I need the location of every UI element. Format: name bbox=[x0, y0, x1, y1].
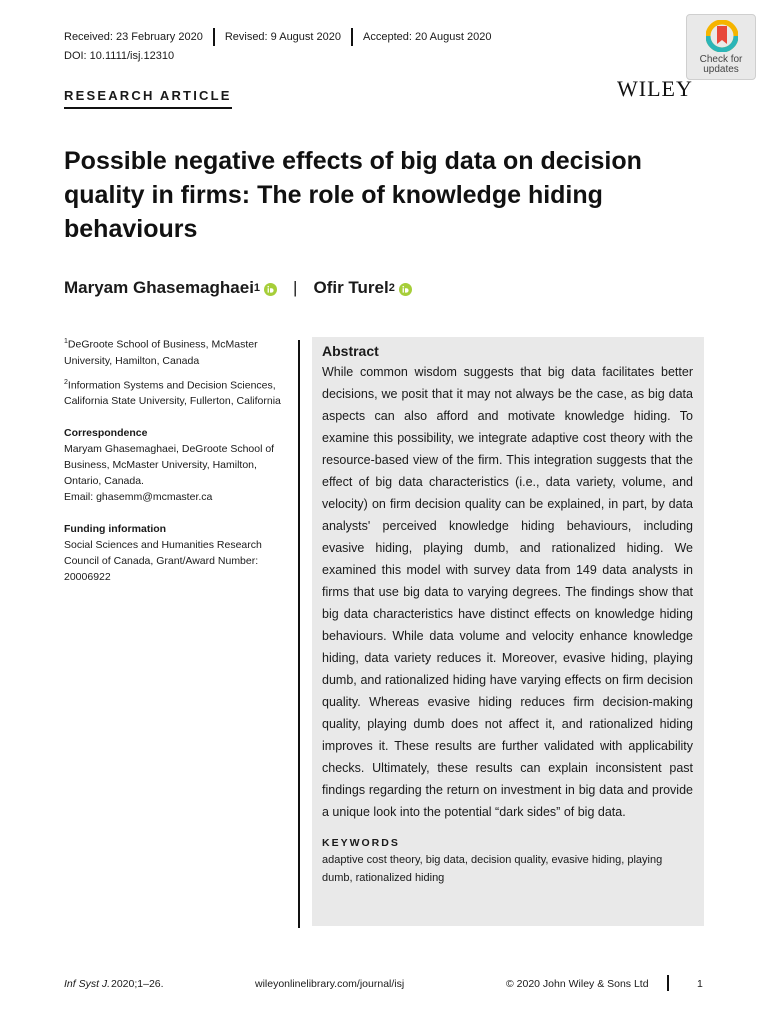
abstract-heading: Abstract bbox=[322, 343, 379, 359]
publication-dates bbox=[64, 28, 491, 46]
keywords-heading: KEYWORDS bbox=[322, 837, 400, 849]
author-separator: | bbox=[293, 278, 298, 297]
column-divider bbox=[298, 340, 300, 928]
keywords-text: adaptive cost theory, big data, decision quality, evasive hiding, playing dumb, rationalized hiding bbox=[322, 854, 663, 884]
date-separator bbox=[351, 28, 353, 46]
revised-date: Revised: 9 August 2020 bbox=[224, 31, 342, 43]
check-for-updates-badge[interactable] bbox=[686, 14, 756, 80]
footer-copyright: © 2020 John Wiley & Sons Ltd bbox=[506, 978, 649, 990]
article-info-column bbox=[64, 334, 286, 585]
orcid-icon[interactable] bbox=[399, 283, 412, 296]
paper-title: Possible negative effects of big data on decision quality in firms: The role of knowledge hiding behaviours bbox=[64, 147, 642, 243]
footer-url[interactable]: wileyonlinelibrary.com/journal/isj bbox=[255, 978, 405, 990]
author-affiliation-mark: 2 bbox=[388, 282, 395, 294]
article-type-label: RESEARCH ARTICLE bbox=[64, 88, 232, 109]
wiley-logo: WILEY bbox=[617, 76, 693, 101]
correspondence-email[interactable]: Email: ghasemm@mcmaster.ca bbox=[64, 491, 213, 503]
author-affiliation-mark: 1 bbox=[253, 282, 261, 294]
correspondence-text: Maryam Ghasemaghaei, DeGroote School of Business, McMaster University, Hamilton, Ontario, Canada. bbox=[64, 443, 275, 487]
doi[interactable]: DOI: 10.1111/isj.12310 bbox=[64, 50, 175, 62]
check-for-updates-icon bbox=[706, 20, 738, 52]
footer-separator bbox=[667, 975, 669, 991]
date-separator bbox=[213, 28, 215, 46]
abstract-box bbox=[312, 337, 704, 926]
badge-text: Check for updates bbox=[699, 54, 743, 75]
funding-heading: Funding information bbox=[64, 523, 167, 535]
author-name[interactable]: Maryam Ghasemaghaei bbox=[64, 278, 254, 297]
funding-text: Social Sciences and Humanities Research Council of Canada, Grant/Award Number: 20006922 bbox=[64, 539, 262, 583]
affiliation: $^2$Information Systems and Decision Sciences, California State University, Fullerton, California bbox=[64, 378, 281, 407]
page-footer bbox=[64, 978, 704, 994]
orcid-icon[interactable] bbox=[264, 283, 277, 296]
received-date: Received: 23 February 2020 bbox=[64, 31, 203, 43]
correspondence-heading: Correspondence bbox=[64, 427, 148, 439]
affiliation: $^1$DeGroote School of Business, McMaster University, Hamilton, Canada bbox=[64, 338, 258, 367]
accepted-date: Accepted: 20 August 2020 bbox=[363, 31, 492, 43]
author-list bbox=[64, 278, 412, 298]
author-name[interactable]: Ofir Turel bbox=[313, 278, 389, 297]
footer-journal: Inf Syst J. bbox=[64, 978, 111, 990]
page-number: 1 bbox=[697, 978, 703, 990]
footer-year-pages: 2020;1–26. bbox=[111, 978, 164, 990]
abstract-text: While common wisdom suggests that big data facilitates better decisions, we posit that it may not always be the case, as big data aspects can also afford and motivate knowledge hiding. To examine this possibility, we integrate adaptive cost theory with the resource-based view of the firm. This integration suggests that the effect of big data characteristics (i.e., data variety, volume, and velocity) on firm decision quality can be explained, in part, by data analysts' perceived knowledge hiding behaviours, including evasive hiding, playing dumb, and rationalized hiding. We examined this model with survey data from 149 data analysts in firms that use big data to varying degrees. The findings show that big data characteristics have distinct effects on knowledge hiding behaviours. While data volume and velocity enhance knowledge hiding, data variety reduces it. Moreover, evasive hiding, playing dumb, and rationalized hiding have varying effects on firm decision quality. Whereas evasive hiding reduces firm decision-making quality, playing dumb does not affect it, and rationalized hiding improves it. These results are further validated with applicability checks. Ultimately, these results can explain inconsistent past findings regarding the return on investment in big data and provide a unique look into the potential “dark sides” of big data. bbox=[322, 365, 693, 819]
